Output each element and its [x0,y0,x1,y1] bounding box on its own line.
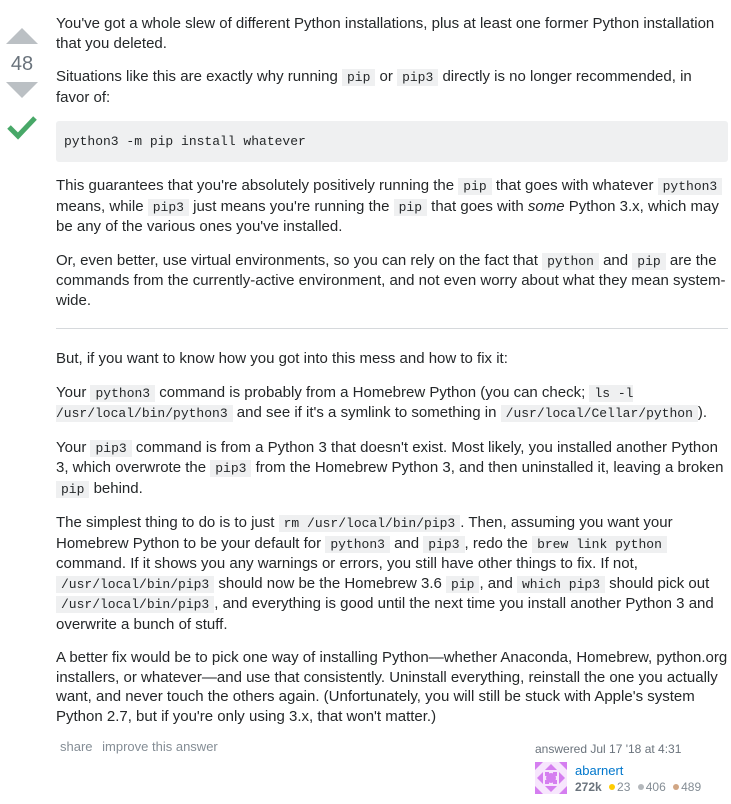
text-segment: means, while [56,197,148,215]
paragraph [56,438,728,500]
inline-code: pip3 [148,199,189,216]
text-segment: The simplest thing to do is to just [56,514,279,531]
accepted-check-icon [7,114,37,140]
inline-code: pip3 [397,69,438,86]
paragraph [56,176,728,237]
text-segment: behind. [89,479,143,497]
paragraph [56,14,728,53]
bronze-badge-icon [673,784,679,790]
vote-cell [0,24,44,145]
text-segment: You've got a whole slew of different Python installations, plus at least one former Python installation that you deleted. [56,15,715,52]
gold-badge-count: 23 [617,780,631,794]
text-segment: should now be the Homebrew 3.6 [214,574,447,592]
text-segment: . Then, assuming you want your Homebrew Python to be your default for [56,514,673,552]
user-reputation [575,780,701,794]
inline-code: pip [56,481,89,498]
inline-code: python3 [658,178,723,195]
text-segment: that goes with [427,197,528,215]
text-segment: , and everything is good until the next time you install another Python 3 and overwrite a bunch of stuff. [56,595,714,633]
text-segment: command is from a Python 3 that doesn't exist. Most likely, you installed another Python 3, which overwrote the [56,438,718,476]
text-segment: ). [697,404,708,421]
text-segment: are the commands from the currently-active environment, and not even worry about what they mean system-wide. [56,251,726,309]
inline-code: pip [342,69,375,86]
text-segment: This guarantees that you're absolutely positively running the [56,177,459,194]
inline-code: python3 [90,385,155,402]
paragraph [56,251,728,311]
upvote-arrow-icon[interactable] [6,28,38,44]
paragraph [56,67,728,107]
inline-code: rm /usr/local/bin/pip3 [279,515,461,532]
inline-code: brew link python [532,536,667,553]
share-link[interactable]: share [60,739,93,754]
text-segment: just means you're running the [188,197,394,215]
text-segment: command. If it shows you any warnings or errors, you still have other things to fix. If not, [56,555,638,572]
text-segment: from the Homebrew Python 3, and then uninstalled it, leaving a broken [251,459,724,476]
user-name-link[interactable]: abarnert [575,763,624,778]
improve-answer-link[interactable]: improve this answer [102,739,218,754]
inline-code: /usr/local/Cellar/python [501,405,698,422]
text-segment: Your [56,438,91,456]
inline-code: pip3 [90,440,131,457]
text-segment: python3 -m pip install whatever [64,134,306,149]
bronze-badge-count: 489 [681,780,702,794]
user-signature [535,742,725,794]
inline-code: which pip3 [517,576,605,593]
paragraph [56,349,728,369]
silver-badge-icon [638,784,644,790]
inline-code: pip3 [210,460,251,477]
inline-code: pip [446,576,479,593]
inline-code: pip [394,199,427,216]
text-segment: A better fix would be to pick one way of installing Python—whether Anaconda, Homebrew, python.org installers, or whatever—and use that consistently. Uninstall everything, reinstall the one you actually want, and never touch the others again. (Unfortunately, you will still be stuck with Apple's system Python 2.7, but if you're only using 3.x, that won't matter.) [56,649,728,725]
emphasis-text: some [527,197,565,215]
reputation-score: 272k [575,780,602,794]
text-segment: and [598,251,633,269]
answer-body [56,14,728,740]
downvote-arrow-icon[interactable] [6,82,38,98]
silver-badge-count: 406 [645,780,666,794]
text-segment: , redo the [464,534,533,552]
text-segment: command is probably from a Homebrew Python (you can check; [155,383,590,401]
answered-time: answered Jul 17 '18 at 4:31 [535,742,682,756]
inline-code: pip [458,178,491,195]
inline-code: python [542,253,599,270]
section-divider [56,328,728,329]
text-segment: directly is no longer recommended, in favor of: [56,68,692,106]
inline-code: /usr/local/bin/pip3 [56,596,214,613]
paragraph [56,513,728,634]
inline-code: pip3 [423,536,464,553]
text-segment: that goes with whatever [491,177,658,194]
inline-code: /usr/local/bin/pip3 [56,576,214,593]
inline-code: ls -l /usr/local/bin/python3 [56,385,634,421]
text-segment: , and [479,574,517,592]
inline-code: pip [632,253,665,270]
vote-count: 48 [10,53,34,75]
post-menu [60,739,224,754]
text-segment: and [389,534,424,552]
text-segment: or [375,68,398,85]
gold-badge-icon [609,784,615,790]
paragraph [56,383,728,424]
paragraph [56,648,728,726]
text-segment: Or, even better, use virtual environments, so you can rely on the fact that [56,251,543,269]
text-segment: should pick out [605,574,710,592]
text-segment: But, if you want to know how you got into this mess and how to fix it: [56,350,508,367]
text-segment: Your [56,383,91,401]
text-segment: Situations like this are exactly why running [56,68,342,85]
code-block [56,121,728,162]
inline-code: python3 [325,536,390,553]
text-segment: and see if it's a symlink to something in [232,404,501,421]
user-avatar[interactable] [535,762,567,794]
text-segment: Python 3.x, which may be any of the various ones you've installed. [56,197,719,235]
